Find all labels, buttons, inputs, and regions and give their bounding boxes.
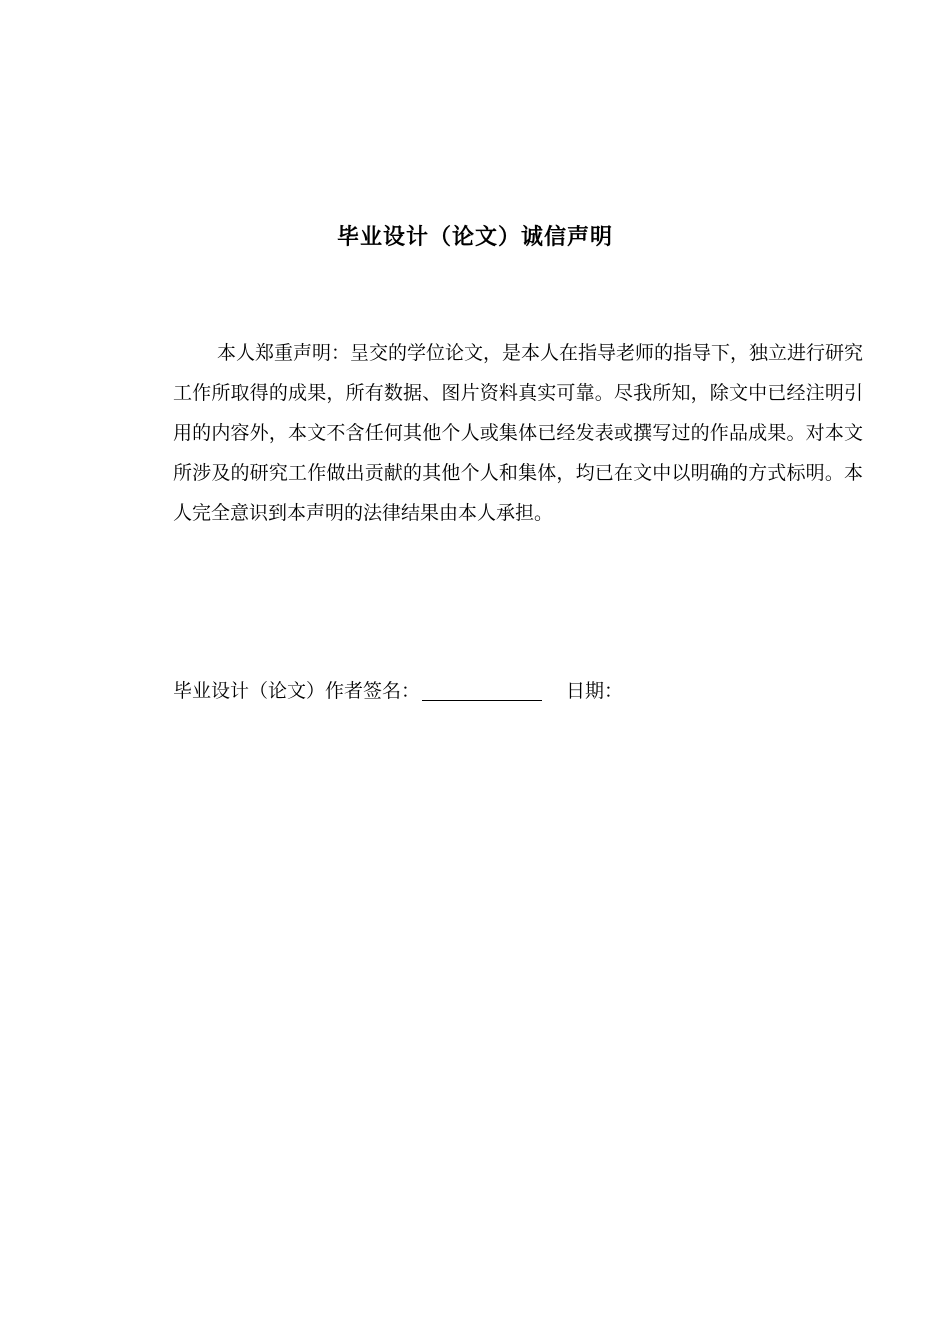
signature-row [173,674,863,708]
signature-label: 毕业设计（论文）作者签名： [173,680,421,702]
declaration-paragraph: 本人郑重声明：呈交的学位论文，是本人在指导老师的指导下，独立进行研究工作所取得的成果，所有数据、图片资料真实可靠。尽我所知，除文中已经注明引用的内容外，本文不含任何其他个人或集体已经发表或撰写过的作品成果。对本文所涉及的研究工作做出贡献的其他个人和集体，均已在文中以明确的方式标明。本人完全意识到本声明的法律结果由本人承担。 [173,342,864,524]
signature-blank-line[interactable] [422,676,542,701]
page-title: 毕业设计（论文）诚信声明 [336,225,613,250]
date-label: 日期： [566,680,624,702]
